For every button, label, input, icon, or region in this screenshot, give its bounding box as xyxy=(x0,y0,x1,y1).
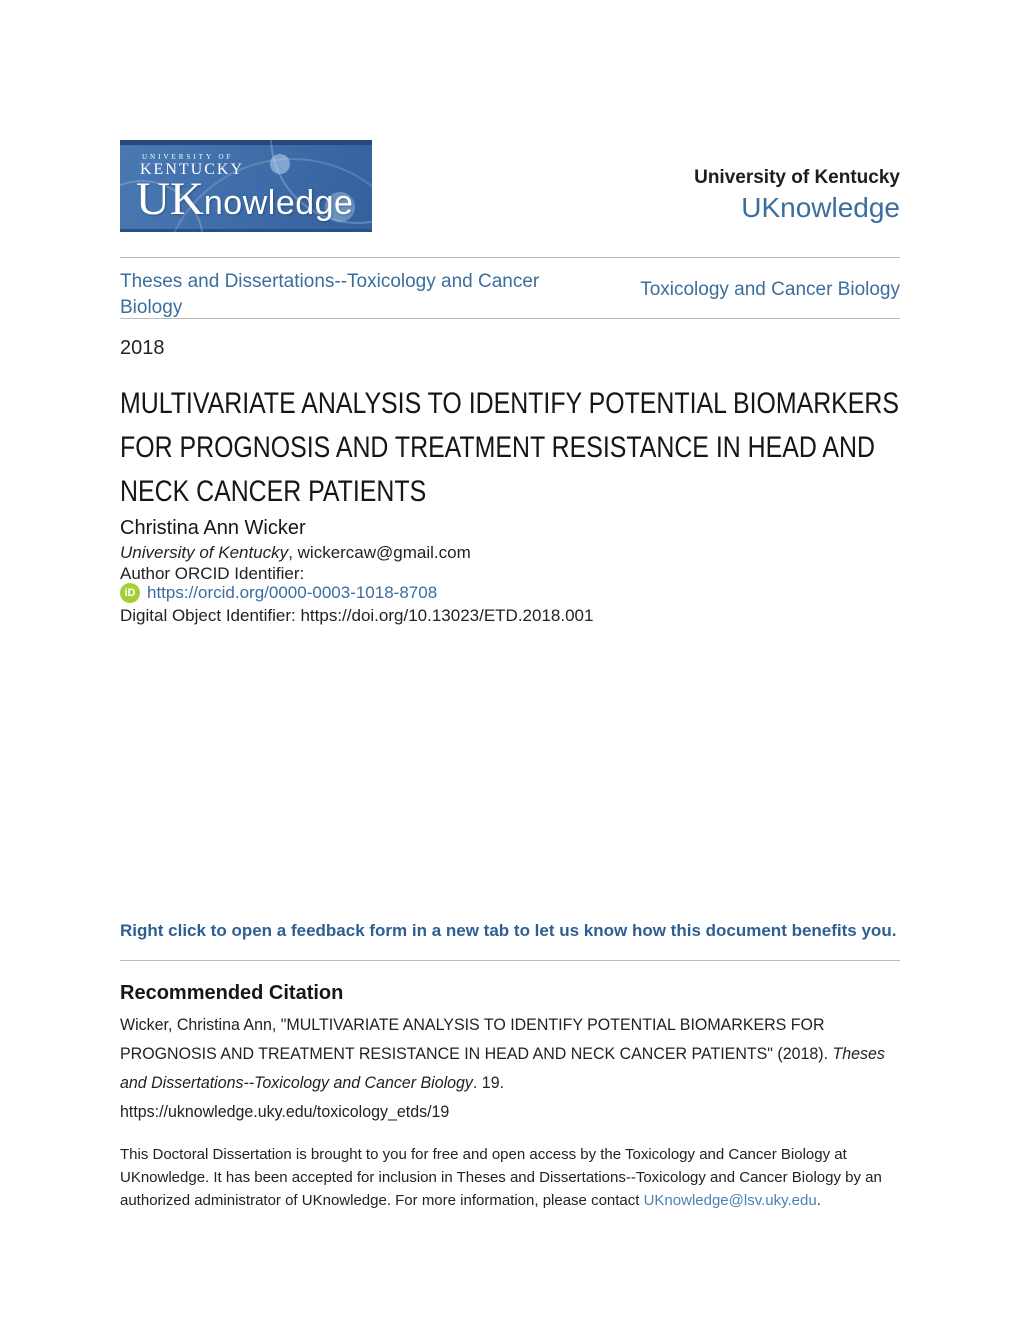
footer-paragraph xyxy=(120,1143,920,1212)
divider-citation xyxy=(120,960,900,961)
doi-line: Digital Object Identifier: https://doi.org/10.13023/ETD.2018.001 xyxy=(120,606,594,625)
orcid-identifier-label: Author ORCID Identifier: xyxy=(120,564,305,583)
series-collection-link[interactable]: Theses and Dissertations--Toxicology and Cancer Biology xyxy=(120,271,540,318)
uknowledge-logo[interactable] xyxy=(120,140,372,232)
citation-text-part2: . 19. xyxy=(472,1073,505,1092)
citation-url-link[interactable]: https://uknowledge.uky.edu/toxicology_etds/19 xyxy=(120,1102,450,1121)
orcid-icon: iD xyxy=(120,583,140,603)
header-university-name: University of Kentucky xyxy=(694,167,900,188)
author-affiliation: University of Kentucky xyxy=(120,543,289,562)
citation-paragraph xyxy=(120,1010,900,1126)
divider-top xyxy=(120,257,900,258)
footer-text-part1: This Doctoral Dissertation is brought to you for free and open access by the Toxicology and Cancer Biology at UKnowledge. It has been accepted for inclusion in Theses and Dissertations--Toxicology and Cancer Biology by an authorized administrator of UKnowledge. For more information, please contact xyxy=(120,1146,882,1209)
logo-uk-serif: UK xyxy=(136,173,204,225)
logo-university-of-text: UNIVERSITY OF xyxy=(142,153,234,161)
header-site-link[interactable]: UKnowledge xyxy=(741,192,900,223)
footer-contact-email-link[interactable]: UKnowledge@lsv.uky.edu xyxy=(643,1192,817,1209)
logo-dot-decoration xyxy=(270,154,290,174)
publication-year: 2018 xyxy=(120,337,165,359)
logo-kentucky-text: KENTUCKY xyxy=(140,161,244,178)
author-affiliation-line xyxy=(120,543,471,563)
logo-nowledge-sans: nowledge xyxy=(203,184,354,222)
header-right-block xyxy=(694,166,900,226)
footer-text-part2: . xyxy=(816,1192,821,1209)
feedback-form-link[interactable]: Right click to open a feedback form in a new tab to let us know how this document benefits you. xyxy=(120,921,897,940)
divider-series xyxy=(120,318,900,319)
series-department-link[interactable]: Toxicology and Cancer Biology xyxy=(640,279,900,300)
author-email: , wickercaw@gmail.com xyxy=(288,543,471,562)
citation-series-italic: Theses and Dissertations--Toxicology and Cancer Biology xyxy=(120,1044,885,1092)
document-title: MULTIVARIATE ANALYSIS TO IDENTIFY POTENTIAL BIOMARKERS FOR PROGNOSIS AND TREATMENT RESISTANCE IN HEAD AND NECK CANCER PATIENTS xyxy=(120,387,899,508)
orcid-url-link[interactable]: https://orcid.org/0000-0003-1018-8708 xyxy=(147,583,438,602)
recommended-citation-heading: Recommended Citation xyxy=(120,982,344,1004)
orcid-row xyxy=(120,583,437,605)
logo-wordmark xyxy=(136,173,354,225)
author-name: Christina Ann Wicker xyxy=(120,517,306,539)
citation-text-part1: Wicker, Christina Ann, "MULTIVARIATE ANALYSIS TO IDENTIFY POTENTIAL BIOMARKERS FOR PROGNOSIS AND TREATMENT RESISTANCE IN HEAD AND NECK CANCER PATIENTS" (2018). xyxy=(120,1015,833,1063)
